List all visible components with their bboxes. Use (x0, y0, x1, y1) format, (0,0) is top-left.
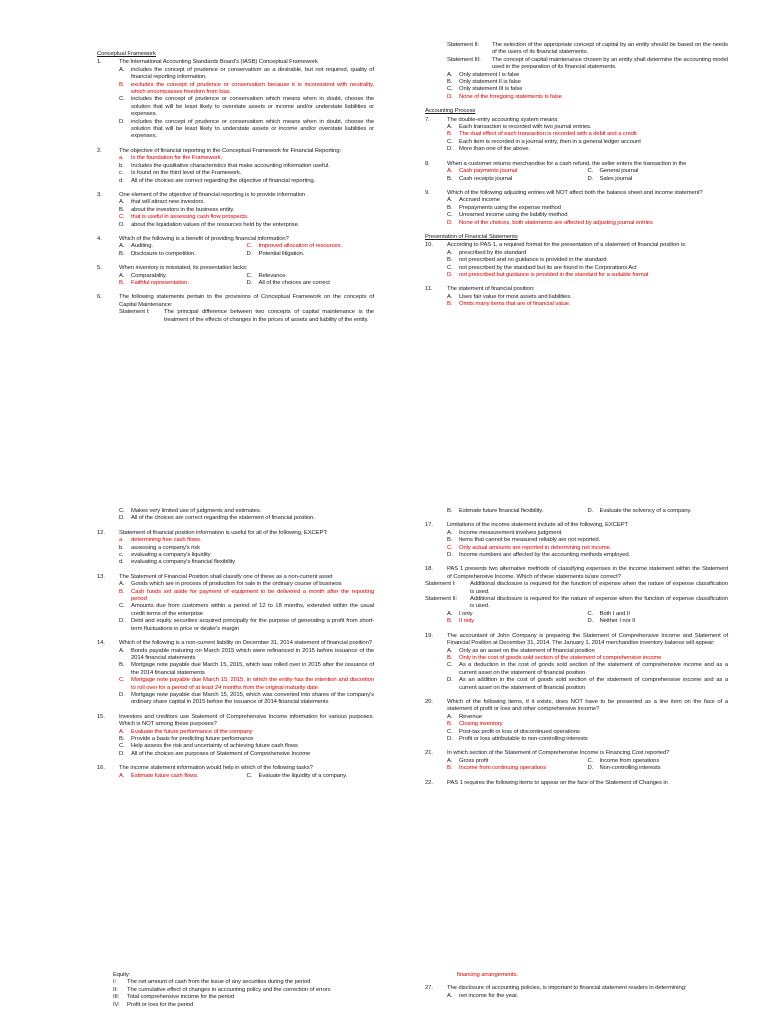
statement-2: Statement II: Additional disclosure is required for the nature of expense when the function of expense classification is used. (425, 596, 728, 610)
answer-option: B. Only in the cost of goods sold section of the statement of comprehensive income (447, 654, 662, 661)
answer-option: C. Mortgage note payable due March 15, 2015, in which the entity has the intention and discretion to roll over for a period of at least 24 months from the original maturity date (119, 677, 374, 691)
option: D. All of the choices are purposes of Statement of Comprehensive Income (119, 750, 311, 757)
answer-option: a. Is the foundation for the Framework. (119, 155, 223, 162)
answer-option: B. Cash funds set aside for payment of equipment to be delivered a month after the reporting period (119, 588, 374, 603)
option: C. includes the concept of prudence or conservatism which means when in doubt, choose the solution that will be least likely to overstate assets or income and/or understate liabilities or expenses. (119, 96, 374, 118)
option: c. Is found on the third level of the Framework. (119, 170, 242, 177)
question-21: 21. In which section of the Statement of Comprehensive Income is Financing Cost reported? (425, 750, 670, 757)
option: A. net income for the year. (447, 992, 519, 999)
option: B. Only statement II is false (447, 79, 521, 86)
option: b. Includes the qualitative characteristics that make accounting information useful. (119, 162, 330, 169)
option: C. Relevance. (246, 272, 287, 279)
equity-heading: Equity: (113, 972, 131, 978)
option: C. Post-tax profit or loss of discontinued operations (447, 728, 580, 735)
question-14: 14. Which of the following is a non-current liability on December 31, 2014 statement of financial position? (97, 640, 372, 647)
answer-option: C. that is useful in assessing cash flow prospects. (119, 214, 249, 221)
answer-option: D. None of the choices, both statements are affected by adjusting journal entries (447, 219, 653, 226)
right-mid-column (425, 508, 728, 787)
option: B. Cash receipts journal (447, 175, 513, 182)
option: C. Unearned income using the liability method (447, 212, 568, 219)
option: C. Each item is recorded in a journal entry, then in a general ledger account (447, 138, 641, 145)
statement-3: Statement III: The concept of capital maintenance chosen by an entity shall determine the accounting model used in the preparation of its financial statements. (447, 56, 728, 71)
option: c. evaluating a company's liquidity (119, 552, 211, 559)
question-2: 2. The objective of financial reporting in the Conceptual Framework for Financial Reporting: (97, 147, 341, 154)
option: C. Income from operations (587, 757, 660, 764)
option: D. All of the choices are correct regarding the statement of financial position. (119, 515, 315, 522)
option: C. Only statement III is false (447, 86, 523, 93)
question-16: 16. The income statement information would help in which of the following tasks? (97, 765, 313, 772)
option: B. about the investors in the business entity. (119, 206, 235, 213)
option: B. Estimate future financial flexibility. (447, 508, 544, 514)
option: A. Accrued income (447, 197, 500, 204)
question-9: 9. Which of the following adjusting entries will NOT affect both the balance sheet and income statement? (425, 189, 703, 196)
option: D. Debt and equity securities acquired principally for the purpose of generating a profit from short-term fluctuations in price or dealer's margin (119, 618, 374, 632)
option: C. Both I and II (587, 610, 630, 617)
statement-1: Statement I: Additional disclosure is required for the function of expense when the nature of expense classification is used. (425, 581, 728, 595)
option: B. Items that cannot be measured reliably are not reported. (447, 537, 601, 544)
answer-option: D. not prescribed but guidance is provided in the standard for a suitable format (447, 271, 649, 278)
option: D. As an addition in the cost of goods sold section of the statement of comprehensive income and as a current asset on the statement of financial position (447, 677, 728, 691)
option: A. Goods which are in process of production for sale in the ordinary course of business (119, 581, 342, 588)
option: D. Sales journal (587, 175, 633, 182)
answer-option: B. The dual effect of each transaction is recorded with a debit and a credit (447, 131, 637, 138)
section-heading: Conceptual Framework (97, 51, 156, 57)
option: C. not prescribed by the standard but its are found in the Corporations Act (447, 264, 637, 271)
option: A. Comparability. (119, 272, 167, 279)
question-8: 8. When a customer returns merchandise for a cash refund, the seller enters the transaction in the (425, 160, 687, 167)
question-3: 3. One element of the objective of financial reporting is to provide information (97, 191, 306, 198)
option: D. Mortgage note payable due March 15, 2015, which was converted into shares of the company's ordinary share capital in 2015 before the issuance of 2014 financial statements (119, 691, 374, 706)
answer-option: A. Cash payments journal (447, 168, 518, 175)
option: B. Disclosure to competition. (119, 250, 196, 257)
option: d. evaluating a company's financial flexibility (119, 559, 236, 566)
answer-option: A. Evaluate the future performance of the company (119, 728, 253, 735)
left-mid-column (97, 508, 374, 780)
question-13: 13. The Statement of Financial Position shall classify one of these as a non-current asset (97, 573, 333, 580)
option: D. Evaluate the solvency of a company. (587, 508, 692, 514)
right-bottom-column (425, 972, 728, 1000)
question-7: 7. The double-entry accounting system means: (425, 116, 559, 123)
question-20: 20. Which of the following items, if it exists, does NOT have to be presented as a line item on the face of a statement of profit or loss and other comprehensive income? (425, 698, 728, 713)
answer-option: B. excludes the concept of prudence or conservatism because it is inconsistent with neutrality, which encompasses freedom from bias. (119, 81, 374, 96)
option: A. prescribed by the standard (447, 249, 527, 256)
question-11: 11. The statement of financial position: (425, 286, 535, 293)
option: C. Amounts due from customers within a period of 12 to 18 months, extended within the usual credit terms of the enterprise (119, 603, 374, 617)
left-bottom-column (113, 972, 374, 1009)
option: B. Prepayments using the expense method (447, 204, 561, 211)
option: D. More than one of the above. (447, 146, 530, 153)
option: C. Evaluate the liquidity of a company. (246, 772, 348, 779)
section-heading: Accounting Process (425, 108, 476, 115)
question-22: 22. PAS 1 requires the following items to appear on the face of the Statement of Changes in (425, 779, 668, 786)
option: A. Uses fair value for most assets and liabilities. (447, 293, 572, 300)
answer-option: C. Improved allocation of resources. (246, 243, 342, 250)
option: B. Mortgage note payable due March 15, 2015, which was rolled over in 2015 after the issuance of the 2014 financial statements (119, 662, 374, 676)
option: A. Auditing. (119, 243, 154, 250)
question-27: 27. The disclosure of accounting policies, is important to financial statement readers in determining: (425, 985, 687, 992)
option: A. Bonds payable maturing on March 2015 which were refinanced in 2015 before issuance of the 2014 financial statements (119, 647, 374, 661)
option: A. Revenue (447, 713, 482, 720)
option: D. Profit or loss attributable to non-controlling interests (447, 735, 588, 742)
option: D. Potential litigation. (246, 250, 305, 257)
option: D. Income numbers are affected by the accounting methods employed. (447, 552, 631, 559)
answer-option: B. Faithful representation. (119, 279, 189, 286)
option: A. Income measurement involves judgment (447, 529, 562, 536)
option: C. Help assess the risk and uncertainty of achieving future cash flows (119, 743, 298, 750)
option: D. Neither I nor II (587, 618, 636, 625)
option: A. Each transaction is recorded with two journal entries. (447, 124, 592, 131)
option: B. Provide a basis for predicting future performance (119, 735, 254, 742)
question-15: 15. Investors and creditors use Statement of Comprehensive Income information for various purposes. Which is NOT among these purposes? (97, 713, 374, 728)
answer-option: D. None of the foregoing statements is false (447, 93, 562, 100)
option: C. As a deduction in the cost of goods sold section of the statement of comprehensive income and as a current asset on the statement of financial position (447, 662, 728, 676)
question-6: 6. The following statements pertain to the provisions of Conceptual Framework on the concepts of Capital Maintenance: (97, 294, 374, 308)
option: B. not prescribed and no guidance is provided in the standard (447, 257, 607, 264)
answer-option: A. Estimate future cash flows. (119, 772, 199, 779)
continued-answer: financing arrangements. (457, 972, 518, 978)
option: D. All of the choices are correct (246, 279, 330, 286)
option: d. All of the choices are correct regarding the objective of financial reporting. (119, 177, 316, 184)
option: A. Only as an asset on the statement of financial position (447, 647, 595, 654)
option: D. includes the concept of prudence or conservatism which means when in doubt, choose the solution that will be least likely to understate assets or income and/or overstate liabilities or expenses. (119, 118, 374, 140)
option: D. about the liquidation values of the resources held by the enterprise. (119, 221, 300, 228)
option: A. Only statement I is false (447, 71, 520, 78)
list-item: I: The net amount of cash from the issue of any securities during the period (113, 979, 311, 986)
question-19: 19. The accountant of John Company is preparing the Statement of Comprehensive Income and Statement of Financial Position at December 31, 2014. The January 1, 2014 merchandise inventory balance will appear: (425, 632, 728, 647)
question-12: 12. Statement of financial position information is useful for all of the following, EXCEPT: (97, 529, 328, 536)
option: A. includes the concept of prudence or conservatism as a desirable, but not required, quality of financial reporting information. (119, 66, 374, 81)
section-heading: Presentation of Financial Statements (425, 233, 518, 240)
question-4: 4. Which of the following is a benefit of providing financial information? (97, 235, 289, 242)
list-item: II: The cumulative effect of changes in accounting policy and the correction of errors (113, 986, 331, 993)
statement-2: Statement II: The selection of the appropriate concept of capital by an entity should be based on the needs of the users of its financial statements. (447, 42, 728, 56)
option: b. assessing a company's risk (119, 544, 200, 551)
right-top-column (425, 42, 728, 309)
list-item: IV: Profit or loss for the period (113, 1001, 194, 1008)
answer-option: B. II only (447, 618, 475, 625)
answer-option: C. Only actual amounts are reported in determining net income. (447, 544, 612, 551)
answer-option: a. determining free cash flows. (119, 537, 202, 544)
option: A. I only (447, 610, 473, 617)
statement-1: Statement I: The principal difference between two concepts of capital maintenance is the treatment of the effects of changes in the prices of assets and liability of the entity. (119, 309, 374, 323)
option: A. Gross profit (447, 757, 489, 764)
question-1: 1. The International Accounting Standards Board's (IASB) Conceptual Framework (97, 59, 318, 66)
answer-option: B. Omits many items that are of financial value. (447, 301, 571, 308)
option: C. General journal (587, 168, 639, 175)
option: A. that will attract new investors. (119, 199, 205, 206)
option: C. Makes very limited use of judgments and estimates. (119, 508, 262, 514)
answer-option: B. Closing inventory (447, 721, 503, 728)
left-top-column (97, 51, 374, 324)
answer-option: B. Income from continuing operations (447, 765, 547, 772)
question-17: 17. Limitations of the income statement include all of the following, EXCEPT (425, 522, 629, 529)
question-18: 18. PAS 1 presents two alternative methods of classifying expenses in the income statement within the Statement of Comprehensive Income. Which of these statements is/are correct? (425, 566, 728, 580)
question-5: 5. When inventory is misstated, its presentation lacks: (97, 265, 248, 272)
question-10: 10. According to PAS 1, a required format for the presentation of a statement of financial position is: (425, 242, 687, 249)
option: D. Non-controlling interests (587, 765, 661, 772)
list-item: III: Total comprehensive income for the period (113, 994, 234, 1001)
